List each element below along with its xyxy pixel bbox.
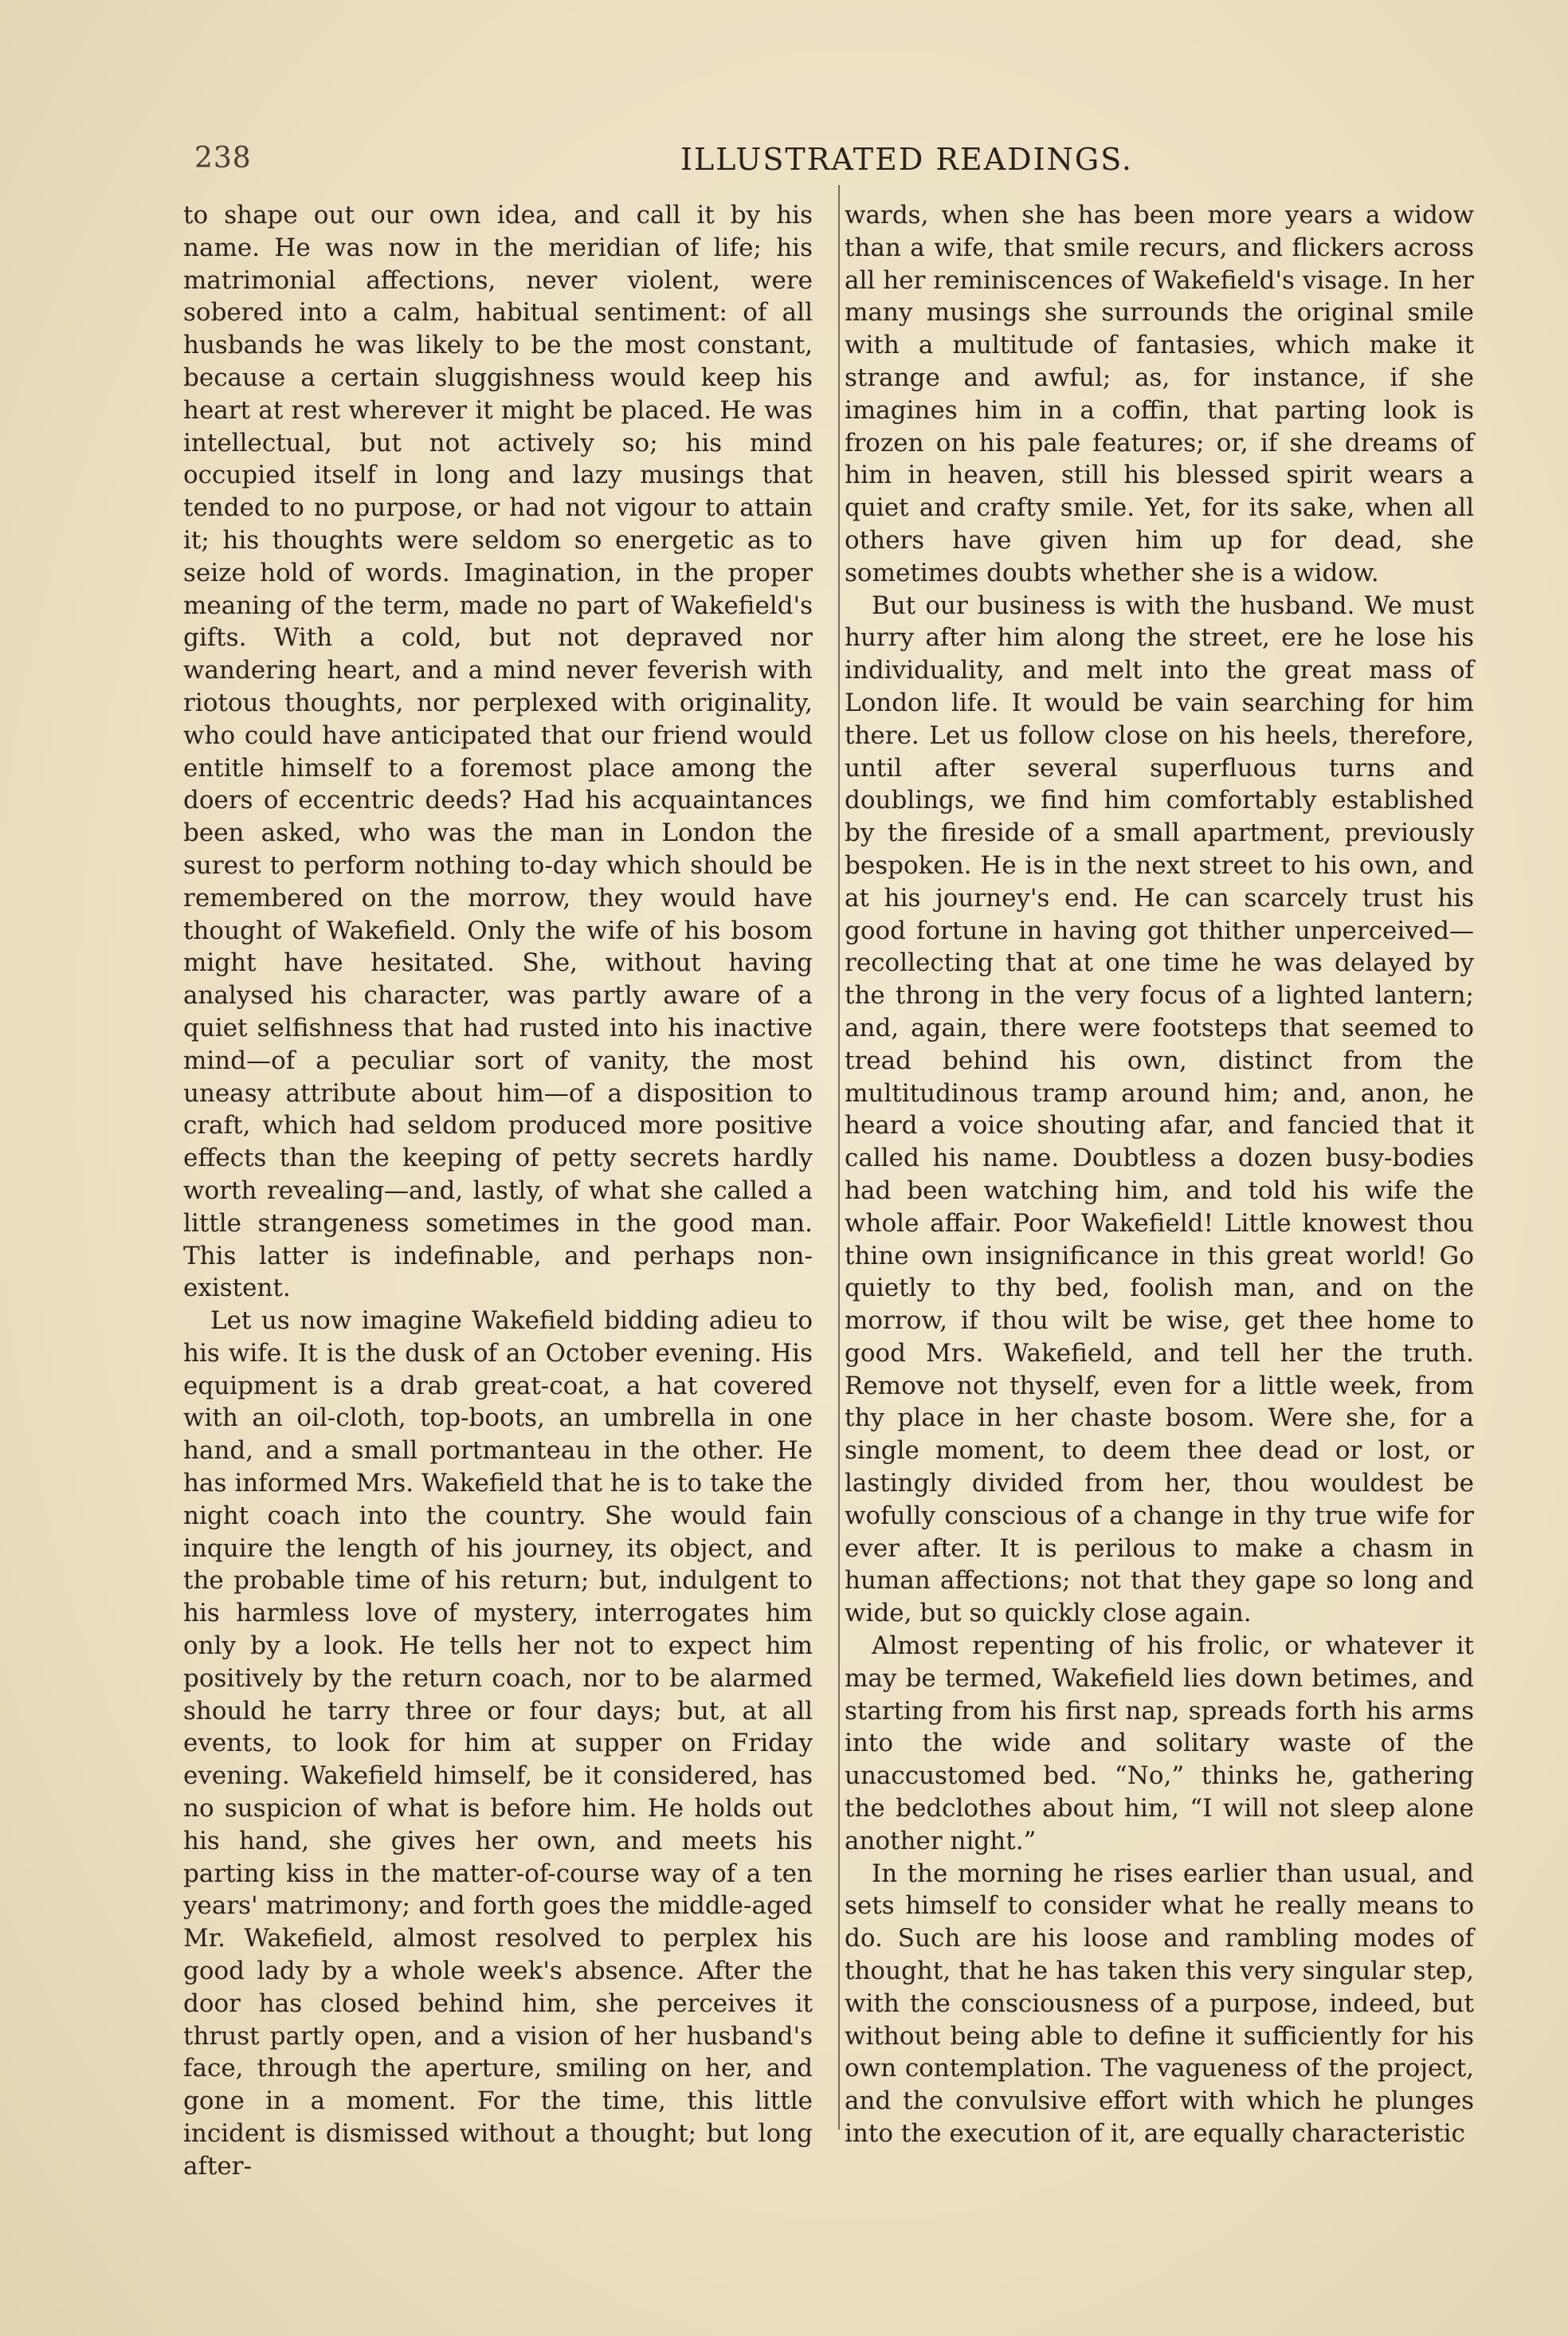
paragraph: Almost repenting of his frolic, or whatever it may be termed, Wakefield lies down betimes, and starting from his first nap, spreads forth his arms into the wide and solitary waste of the unaccustomed bed. “No,” thinks he, gathering the bedclothes about him, “I will not sleep alone another night.”: [845, 1631, 1474, 1855]
left-column: [183, 199, 813, 2183]
paragraph: wards, when she has been more years a widow than a wife, that smile recurs, and flickers across all her reminiscences of Wakefield's visage. In her many musings she surrounds the original smile with a multitude of fantasies, which make it strange and awful; as, for instance, if she imagines him in a coffin, that parting look is frozen on his pale features; or, if she dreams of him in heaven, still his blessed spirit wears a quiet and crafty smile. Yet, for its sake, when all others have given him up for dead, she sometimes doubts whether she is a widow.: [845, 201, 1474, 587]
page-header: [182, 142, 1488, 182]
running-title: ILLUSTRATED READINGS.: [680, 142, 1134, 177]
page-number: 238: [194, 142, 252, 175]
paragraph: In the morning he rises earlier than usual, and sets himself to consider what he really means to do. Such are his loose and rambling modes of thought, that he has taken this very singular step, with the consciousness of a purpose, indeed, but without being able to define it sufficiently for his own contemplation. The vagueness of the project, and the convulsive effort with which he plunges into the execution of it, are equally characteristic: [845, 1859, 1474, 2149]
column-divider: [838, 185, 840, 2130]
paragraph: But our business is with the husband. We must hurry after him along the street, ere he lose his individuality, and melt into the great mass of London life. It would be vain searching for him there. Let us follow close on his heels, therefore, until after several superfluous turns and doublings, we find him comfortably established by the fireside of a small apartment, previously bespoken. He is in the next street to his own, and at his journey's end. He can scarcely trust his good fortune in having got thither unperceived—recollecting that at one time he was delayed by the throng in the very focus of a lighted lantern; and, again, there were footsteps that seemed to tread behind his own, distinct from the multitudinous tramp around him; and, anon, he heard a voice shouting afar, and fancied that it called his name. Doubtless a dozen busy-bodies had been watching him, and told his wife the whole affair. Poor Wakefield! Little knowest thou thine own insignificance in this great world! Go quietly to thy bed, foolish man, and on the morrow, if thou wilt be wise, get thee home to good Mrs. Wakefield, and tell her the truth. Remove not thyself, even for a little week, from thy place in her chaste bosom. Were she, for a single moment, to deem thee dead or lost, or lastingly divided from her, thou wouldest be wofully conscious of a change in thy true wife for ever after. It is perilous to make a chasm in human affections; not that they gape so long and wide, but so quickly close again.: [845, 591, 1474, 1628]
right-column: [845, 199, 1474, 2150]
paragraph: Let us now imagine Wakefield bidding adieu to his wife. It is the dusk of an October evening. His equipment is a drab great-coat, a hat covered with an oil-cloth, top-boots, an umbrella in one hand, and a small portmanteau in the other. He has informed Mrs. Wakefield that he is to take the night coach into the country. She would fain inquire the length of his journey, its object, and the probable time of his return; but, indulgent to his harmless love of mystery, interrogates him only by a look. He tells her not to expect him positively by the return coach, nor to be alarmed should he tarry three or four days; but, at all events, to look for him at supper on Friday evening. Wakefield himself, be it considered, has no suspicion of what is before him. He holds out his hand, she gives her own, and meets his parting kiss in the matter-of-course way of a ten years' matrimony; and forth goes the middle-aged Mr. Wakefield, almost resolved to perplex his good lady by a whole week's absence. After the door has closed behind him, she perceives it thrust partly open, and a vision of her husband's face, through the aperture, smiling on her, and gone in a moment. For the time, this little incident is dismissed without a thought; but long after-: [183, 1306, 813, 2181]
paragraph: to shape out our own idea, and call it by his name. He was now in the meridian of life; his matrimonial affections, never violent, were sobered into a calm, habitual sentiment: of all husbands he was likely to be the most constant, because a certain sluggishness would keep his heart at rest wherever it might be placed. He was intellectual, but not actively so; his mind occupied itself in long and lazy musings that tended to no purpose, or had not vigour to attain it; his thoughts were seldom so energetic as to seize hold of words. Imagination, in the proper meaning of the term, made no part of Wakefield's gifts. With a cold, but not depraved nor wandering heart, and a mind never feverish with riotous thoughts, nor perplexed with originality, who could have anticipated that our friend would entitle himself to a foremost place among the doers of eccentric deeds? Had his acquaintances been asked, who was the man in London the surest to perform nothing to-day which should be remembered on the morrow, they would have thought of Wakefield. Only the wife of his bosom might have hesitated. She, without having analysed his character, was partly aware of a quiet selfishness that had rusted into his inactive mind—of a peculiar sort of vanity, the most uneasy attribute about him—of a disposition to craft, which had seldom produced more positive effects than the keeping of petty secrets hardly worth revealing—and, lastly, of what she called a little strangeness sometimes in the good man. This latter is indefinable, and perhaps non-existent.: [183, 201, 813, 1303]
